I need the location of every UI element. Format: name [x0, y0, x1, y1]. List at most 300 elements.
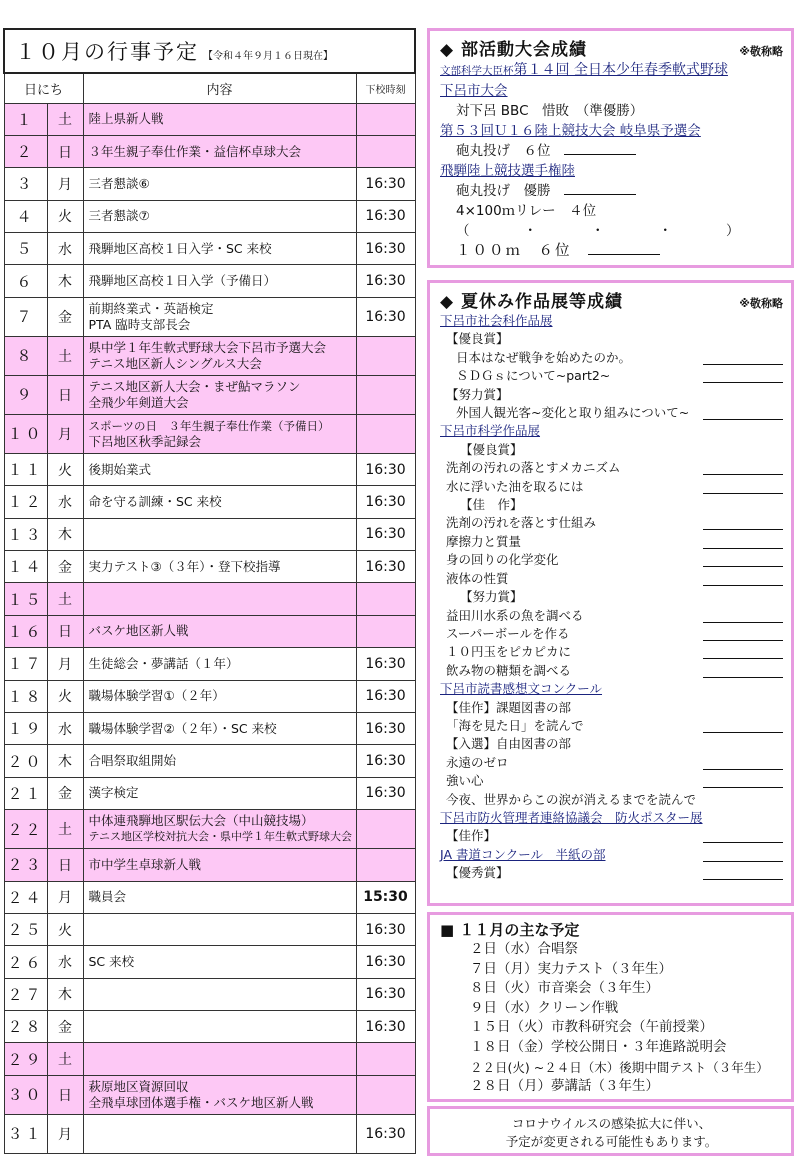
row-weekday: 土 — [47, 583, 83, 615]
schedule-row — [4, 486, 415, 518]
row-time: 16:30 — [356, 777, 415, 809]
summer-line — [440, 607, 783, 625]
row-event — [83, 233, 356, 265]
row-date: ４ — [4, 200, 47, 232]
event-line-1: 市中学生卓球新人戦 — [88, 856, 202, 872]
row-weekday: 日 — [47, 135, 83, 167]
event-line-1: 合唱祭取組開始 — [88, 753, 177, 769]
event-line-2: 全飛卓球団体選手権・バスケ地区新人戦 — [88, 1094, 314, 1110]
summer-line — [440, 809, 783, 827]
blank-line — [703, 664, 783, 678]
row-date: １８ — [4, 680, 47, 712]
summer-line-text: 下呂市読書感想文コンクール — [440, 681, 603, 697]
row-date: ２６ — [4, 946, 47, 978]
row-weekday: 木 — [47, 518, 83, 550]
summer-line-text: 洗剤の汚れの落とすメカニズム — [446, 460, 621, 476]
row-event — [83, 453, 356, 485]
summer-line-text: 【佳作】課題図書の部 — [446, 699, 572, 715]
row-event — [83, 680, 356, 712]
event-line-1: SC 来校 — [88, 954, 135, 969]
summer-line-text: 液体の性質 — [446, 570, 509, 586]
row-weekday: 日 — [47, 849, 83, 881]
summer-line-text: 日本はなぜ戦争を始めたのか。 — [456, 349, 632, 365]
club-line: （ ・ ・ ・ ） — [456, 223, 740, 239]
november-item: １８日（金）学校公開日・３年進路説明会 — [470, 1038, 727, 1055]
row-weekday: 月 — [47, 168, 83, 200]
summer-line-text: 飲み物の糖類を調べる — [446, 662, 572, 678]
row-time: 16:30 — [356, 265, 415, 297]
event-line-1: 実力テスト③（３年）・登下校指導 — [88, 558, 281, 574]
row-time: 16:30 — [356, 712, 415, 744]
blank-line — [564, 181, 636, 195]
row-weekday: 金 — [47, 1011, 83, 1043]
row-date: ２２ — [4, 810, 47, 849]
row-weekday: 月 — [47, 1114, 83, 1153]
event-line-1: 三者懇談⑦ — [88, 208, 150, 224]
row-date: １７ — [4, 648, 47, 680]
event-line-1: 後期始業式 — [88, 461, 152, 477]
summer-line-text: 強い心 — [446, 773, 484, 789]
summer-line-text: 【優良賞】 — [446, 331, 509, 347]
row-event — [83, 135, 356, 167]
row-time — [356, 414, 415, 453]
row-event — [83, 200, 356, 232]
row-weekday: 土 — [47, 810, 83, 849]
summer-line — [440, 349, 783, 367]
schedule-row — [4, 103, 415, 135]
summer-line — [440, 717, 783, 735]
blank-line — [703, 480, 783, 494]
blank-line — [703, 406, 783, 420]
summer-line-text: スーパーボールを作る — [446, 625, 570, 641]
schedule-row — [4, 297, 415, 336]
row-time — [356, 849, 415, 881]
row-time: 16:30 — [356, 233, 415, 265]
row-time: 16:30 — [356, 680, 415, 712]
blank-line — [703, 516, 783, 530]
row-weekday: 木 — [47, 265, 83, 297]
row-event — [83, 978, 356, 1010]
november-item: ９日（水）クリーン作戦 — [470, 999, 619, 1016]
notice-line-1: コロナウイルスの感染拡大に伴い、 — [511, 1116, 712, 1131]
summer-line — [440, 735, 783, 753]
summer-line-text: 外国人観光客~変化と取り組みについて~ — [456, 405, 690, 421]
schedule-table — [3, 28, 416, 1154]
summer-line — [440, 588, 783, 606]
row-event — [83, 414, 356, 453]
event-line-1: 飛騨地区高校１日入学・SC 来校 — [88, 240, 272, 256]
summer-line-text: 永遠のゼロ — [446, 754, 509, 770]
schedule-row — [4, 881, 415, 913]
row-event — [83, 336, 356, 375]
row-event — [83, 913, 356, 945]
blank-line — [703, 572, 783, 586]
row-time — [356, 1075, 415, 1114]
summer-line-text: ＳＤＧｓについて~part2~ — [456, 368, 611, 384]
summer-line-text: １０円玉をピカピカに — [446, 644, 572, 660]
summer-line-text: 今夜、世界からこの涙が消えるまでを読んで — [446, 791, 697, 807]
row-time: 16:30 — [356, 551, 415, 583]
row-date: ２７ — [4, 978, 47, 1010]
club-line: 第５３回Ｕ１６陸上競技大会 岐阜県予選会 — [440, 123, 701, 139]
schedule-as-of: 【令和４年９月１６日現在】 — [203, 51, 333, 62]
summer-line-text: 【努力賞】 — [446, 386, 509, 402]
summer-line — [440, 514, 783, 532]
row-date: ５ — [4, 233, 47, 265]
row-time: 16:30 — [356, 913, 415, 945]
covid-notice — [427, 1106, 794, 1156]
november-item: １５日（火）市教科研究会（午前授業） — [470, 1019, 713, 1036]
row-event — [83, 518, 356, 550]
summer-line — [440, 570, 783, 588]
summer-line-text: 下呂市科学作品展 — [440, 423, 541, 439]
schedule-row — [4, 233, 415, 265]
row-event — [83, 777, 356, 809]
event-line-1: 生徒総会・夢講話（１年） — [88, 655, 239, 671]
row-date: １２ — [4, 486, 47, 518]
event-line-1: 三者懇談⑥ — [88, 175, 150, 191]
row-date: １０ — [4, 414, 47, 453]
summer-line-text: 水に浮いた油を取るには — [446, 478, 584, 494]
blank-line — [703, 719, 783, 733]
row-event — [83, 1043, 356, 1075]
header-time: 下校時刻 — [356, 73, 415, 103]
row-event — [83, 1011, 356, 1043]
event-line-2: テニス地区学校対抗大会・県中学１年生軟式野球大会 — [88, 830, 353, 844]
schedule-row — [4, 583, 415, 615]
row-date: １５ — [4, 583, 47, 615]
event-line-1: 萩原地区資源回収 — [88, 1078, 189, 1094]
club-line: 飛騨陸上競技選手権陸 — [440, 163, 575, 179]
row-date: １６ — [4, 615, 47, 647]
summer-line-text: 洗剤の汚れを落とす仕組み — [446, 515, 597, 531]
summer-line-text: 下呂市社会科作品展 — [440, 313, 553, 328]
club-line: 砲丸投げ 優勝 — [456, 183, 551, 199]
club-line: 対下呂 BBC 惜敗 （準優勝） — [456, 103, 644, 119]
schedule-row — [4, 777, 415, 809]
summer-line — [440, 312, 783, 330]
summer-line-text: JA 書道コンクール 半紙の部 — [440, 846, 606, 862]
event-line-1: 前期終業式・英語検定 — [88, 300, 214, 316]
row-weekday: 木 — [47, 745, 83, 777]
november-item: ２８日（月）夢講話（３年生） — [470, 1078, 659, 1095]
schedule-title: １０月の行事予定 — [15, 40, 199, 64]
row-event — [83, 745, 356, 777]
blank-line — [703, 553, 783, 567]
schedule-row — [4, 1114, 415, 1153]
summer-line-text: 【努力賞】 — [460, 589, 523, 605]
honorific-note: ※敬称略 — [739, 297, 783, 310]
summer-line — [440, 827, 783, 845]
summer-line-text: 【佳作】 — [446, 828, 497, 844]
club-line: 下呂市大会 — [440, 83, 508, 99]
row-event — [83, 881, 356, 913]
row-event — [83, 648, 356, 680]
november-item: ２日（水）合唱祭 — [470, 941, 578, 957]
summer-line-text: 【入選】自由図書の部 — [446, 736, 572, 752]
summer-line — [440, 386, 783, 404]
row-weekday: 土 — [47, 336, 83, 375]
schedule-row — [4, 849, 415, 881]
row-weekday: 水 — [47, 712, 83, 744]
schedule-row — [4, 265, 415, 297]
row-weekday: 木 — [47, 978, 83, 1010]
club-line: １００ｍ ６位 — [456, 243, 572, 259]
summer-line — [440, 699, 783, 717]
schedule-row — [4, 913, 415, 945]
schedule-row — [4, 168, 415, 200]
row-weekday: 月 — [47, 414, 83, 453]
event-line-2: 全飛少年剣道大会 — [88, 394, 189, 410]
row-weekday: 日 — [47, 1075, 83, 1114]
november-item: ８日（火）市音楽会（３年生） — [470, 980, 659, 997]
row-date: ６ — [4, 265, 47, 297]
club-line: 第１４回 全日本少年春季軟式野球 — [513, 62, 728, 78]
summer-line-text: 【佳 作】 — [460, 497, 523, 513]
schedule-row — [4, 200, 415, 232]
row-date: ２５ — [4, 913, 47, 945]
event-line-1: 県中学１年生軟式野球大会下呂市予選大会 — [88, 339, 327, 355]
row-weekday: 火 — [47, 913, 83, 945]
summer-line-text: 身の回りの化学変化 — [446, 552, 559, 568]
november-item: ２２日(火) ~２４日（木）後期中間テスト（３年生） — [470, 1059, 769, 1075]
row-date: ８ — [4, 336, 47, 375]
event-line-1: スポーツの日 ３年生親子奉仕作業（予備日） — [88, 418, 330, 433]
row-time — [356, 1043, 415, 1075]
club-results-title: ◆ 部活動大会成績 — [440, 40, 587, 60]
row-event — [83, 615, 356, 647]
row-date: １３ — [4, 518, 47, 550]
blank-line — [564, 141, 636, 155]
schedule-row — [4, 414, 415, 453]
event-line-2: 下呂地区秋季記録会 — [88, 433, 202, 449]
row-date: ３０ — [4, 1075, 47, 1114]
row-time: 16:30 — [356, 200, 415, 232]
summer-works-title: ◆ 夏休み作品展等成績 — [440, 292, 623, 312]
row-weekday: 日 — [47, 615, 83, 647]
row-weekday: 金 — [47, 551, 83, 583]
schedule-title-cell — [4, 29, 415, 73]
schedule-row — [4, 551, 415, 583]
event-line-1: ３年生親子奉仕作業・益信杯卓球大会 — [88, 143, 302, 159]
row-event — [83, 1075, 356, 1114]
blank-line — [703, 609, 783, 623]
summer-line — [440, 367, 783, 385]
row-date: ３１ — [4, 1114, 47, 1153]
summer-line — [440, 496, 783, 514]
row-event — [83, 103, 356, 135]
event-line-1: 命を守る訓練・SC 来校 — [88, 493, 222, 509]
event-line-2: テニス地区新人シングルス大会 — [88, 355, 262, 371]
november-item: ７日（月）実力テスト（３年生） — [470, 960, 672, 977]
summer-line-text: 摩擦力と質量 — [446, 533, 522, 549]
club-line: 砲丸投げ ６位 — [456, 143, 551, 159]
summer-line — [440, 846, 783, 864]
schedule-row — [4, 745, 415, 777]
event-line-1: 中体連飛騨地区駅伝大会（中山競技場） — [88, 813, 314, 829]
schedule-row — [4, 1043, 415, 1075]
november-plan-box — [427, 912, 794, 1102]
schedule-row — [4, 810, 415, 849]
summer-line — [440, 772, 783, 790]
row-time: 16:30 — [356, 518, 415, 550]
summer-line — [440, 533, 783, 551]
row-event — [83, 297, 356, 336]
schedule-row — [4, 375, 415, 414]
row-weekday: 水 — [47, 233, 83, 265]
row-weekday: 月 — [47, 881, 83, 913]
summer-line-text: 【優秀賞】 — [446, 865, 509, 881]
summer-line — [440, 754, 783, 772]
summer-line — [440, 864, 783, 882]
row-time: 16:30 — [356, 1114, 415, 1153]
row-date: ２ — [4, 135, 47, 167]
row-event — [83, 265, 356, 297]
blank-line — [703, 627, 783, 641]
row-event — [83, 810, 356, 849]
row-weekday: 火 — [47, 453, 83, 485]
summer-line-text: 下呂市防火管理者連絡協議会 防火ポスター展 — [440, 809, 703, 825]
row-event — [83, 712, 356, 744]
row-time — [356, 103, 415, 135]
summer-line — [440, 680, 783, 698]
schedule-row — [4, 978, 415, 1010]
blank-line — [703, 645, 783, 659]
schedule-row — [4, 1011, 415, 1043]
row-time: 16:30 — [356, 648, 415, 680]
row-time: 16:30 — [356, 1011, 415, 1043]
row-date: ２８ — [4, 1011, 47, 1043]
blank-line — [703, 461, 783, 475]
row-date: １ — [4, 103, 47, 135]
schedule-row — [4, 615, 415, 647]
summer-line — [440, 441, 783, 459]
event-line-1: 飛騨地区高校１日入学（予備日） — [88, 273, 277, 289]
schedule-row — [4, 518, 415, 550]
row-date: ３ — [4, 168, 47, 200]
summer-line — [440, 791, 783, 809]
summer-line — [440, 625, 783, 643]
row-weekday: 土 — [47, 103, 83, 135]
row-time: 16:30 — [356, 453, 415, 485]
summer-line — [440, 551, 783, 569]
row-event — [83, 168, 356, 200]
schedule-row — [4, 946, 415, 978]
blank-line — [703, 756, 783, 770]
row-weekday: 金 — [47, 777, 83, 809]
row-date: ２９ — [4, 1043, 47, 1075]
summer-works-box — [427, 280, 794, 906]
event-line-1: 職場体験学習①（２年） — [88, 688, 225, 704]
notice-line-2: 予定が変更される可能性もあります。 — [505, 1134, 718, 1149]
row-event — [83, 551, 356, 583]
row-time: 16:30 — [356, 486, 415, 518]
club-line: 4×100ｍリレー ４位 — [456, 203, 597, 219]
blank-line — [703, 866, 783, 880]
row-weekday: 金 — [47, 297, 83, 336]
row-date: ９ — [4, 375, 47, 414]
row-weekday: 火 — [47, 200, 83, 232]
summer-line — [440, 330, 783, 348]
schedule-row — [4, 135, 415, 167]
summer-line — [440, 478, 783, 496]
schedule-row — [4, 648, 415, 680]
november-title: ■ １１月の主な予定 — [440, 921, 580, 939]
event-line-2: PTA 臨時支部長会 — [88, 316, 191, 332]
row-time: 16:30 — [356, 168, 415, 200]
row-date: １９ — [4, 712, 47, 744]
schedule-row — [4, 680, 415, 712]
club-results-box — [427, 28, 794, 268]
row-time — [356, 810, 415, 849]
summer-line-text: 【優良賞】 — [460, 441, 523, 457]
schedule-row — [4, 712, 415, 744]
row-event — [83, 946, 356, 978]
event-line-1: バスケ地区新人戦 — [88, 623, 189, 639]
event-line-1: 漢字検定 — [88, 785, 139, 801]
row-weekday: 水 — [47, 486, 83, 518]
row-weekday: 月 — [47, 648, 83, 680]
row-weekday: 火 — [47, 680, 83, 712]
row-event — [83, 486, 356, 518]
row-event — [83, 849, 356, 881]
row-time: 16:30 — [356, 297, 415, 336]
summer-line — [440, 404, 783, 422]
row-time: 16:30 — [356, 978, 415, 1010]
event-line-1: テニス地区新人大会・まぜ鮎マラソン — [88, 378, 301, 394]
summer-line-text: 「海を見た日」を読んで — [446, 717, 584, 733]
row-weekday: 土 — [47, 1043, 83, 1075]
row-date: ２０ — [4, 745, 47, 777]
row-time — [356, 135, 415, 167]
row-date: ２４ — [4, 881, 47, 913]
row-date: １１ — [4, 453, 47, 485]
row-date: ２１ — [4, 777, 47, 809]
row-event — [83, 375, 356, 414]
row-time: 16:30 — [356, 946, 415, 978]
row-date: １４ — [4, 551, 47, 583]
event-line-1: 陸上県新人戦 — [88, 111, 164, 127]
event-line-1: 職場体験学習②（２年）・SC 来校 — [88, 720, 277, 736]
summer-line-text: 益田川水系の魚を調べる — [446, 607, 584, 623]
schedule-row — [4, 1075, 415, 1114]
summer-line — [440, 459, 783, 477]
row-weekday: 水 — [47, 946, 83, 978]
honorific-note: ※敬称略 — [739, 45, 783, 58]
summer-line — [440, 422, 783, 440]
blank-line — [703, 829, 783, 843]
header-date: 日にち — [4, 73, 83, 103]
row-time: 16:30 — [356, 745, 415, 777]
row-time — [356, 375, 415, 414]
blank-line — [703, 351, 783, 365]
october-schedule — [3, 28, 416, 1154]
club-line: 文部科学大臣杯 — [440, 65, 514, 77]
summer-line — [440, 662, 783, 680]
row-time — [356, 615, 415, 647]
row-time — [356, 336, 415, 375]
row-date: ７ — [4, 297, 47, 336]
blank-line — [588, 241, 660, 255]
summer-line — [440, 643, 783, 661]
header-content: 内容 — [83, 73, 356, 103]
row-weekday: 日 — [47, 375, 83, 414]
row-time — [356, 583, 415, 615]
event-line-1: 職員会 — [88, 889, 127, 905]
row-date: ２３ — [4, 849, 47, 881]
row-time: 15:30 — [356, 881, 415, 913]
blank-line — [703, 774, 783, 788]
